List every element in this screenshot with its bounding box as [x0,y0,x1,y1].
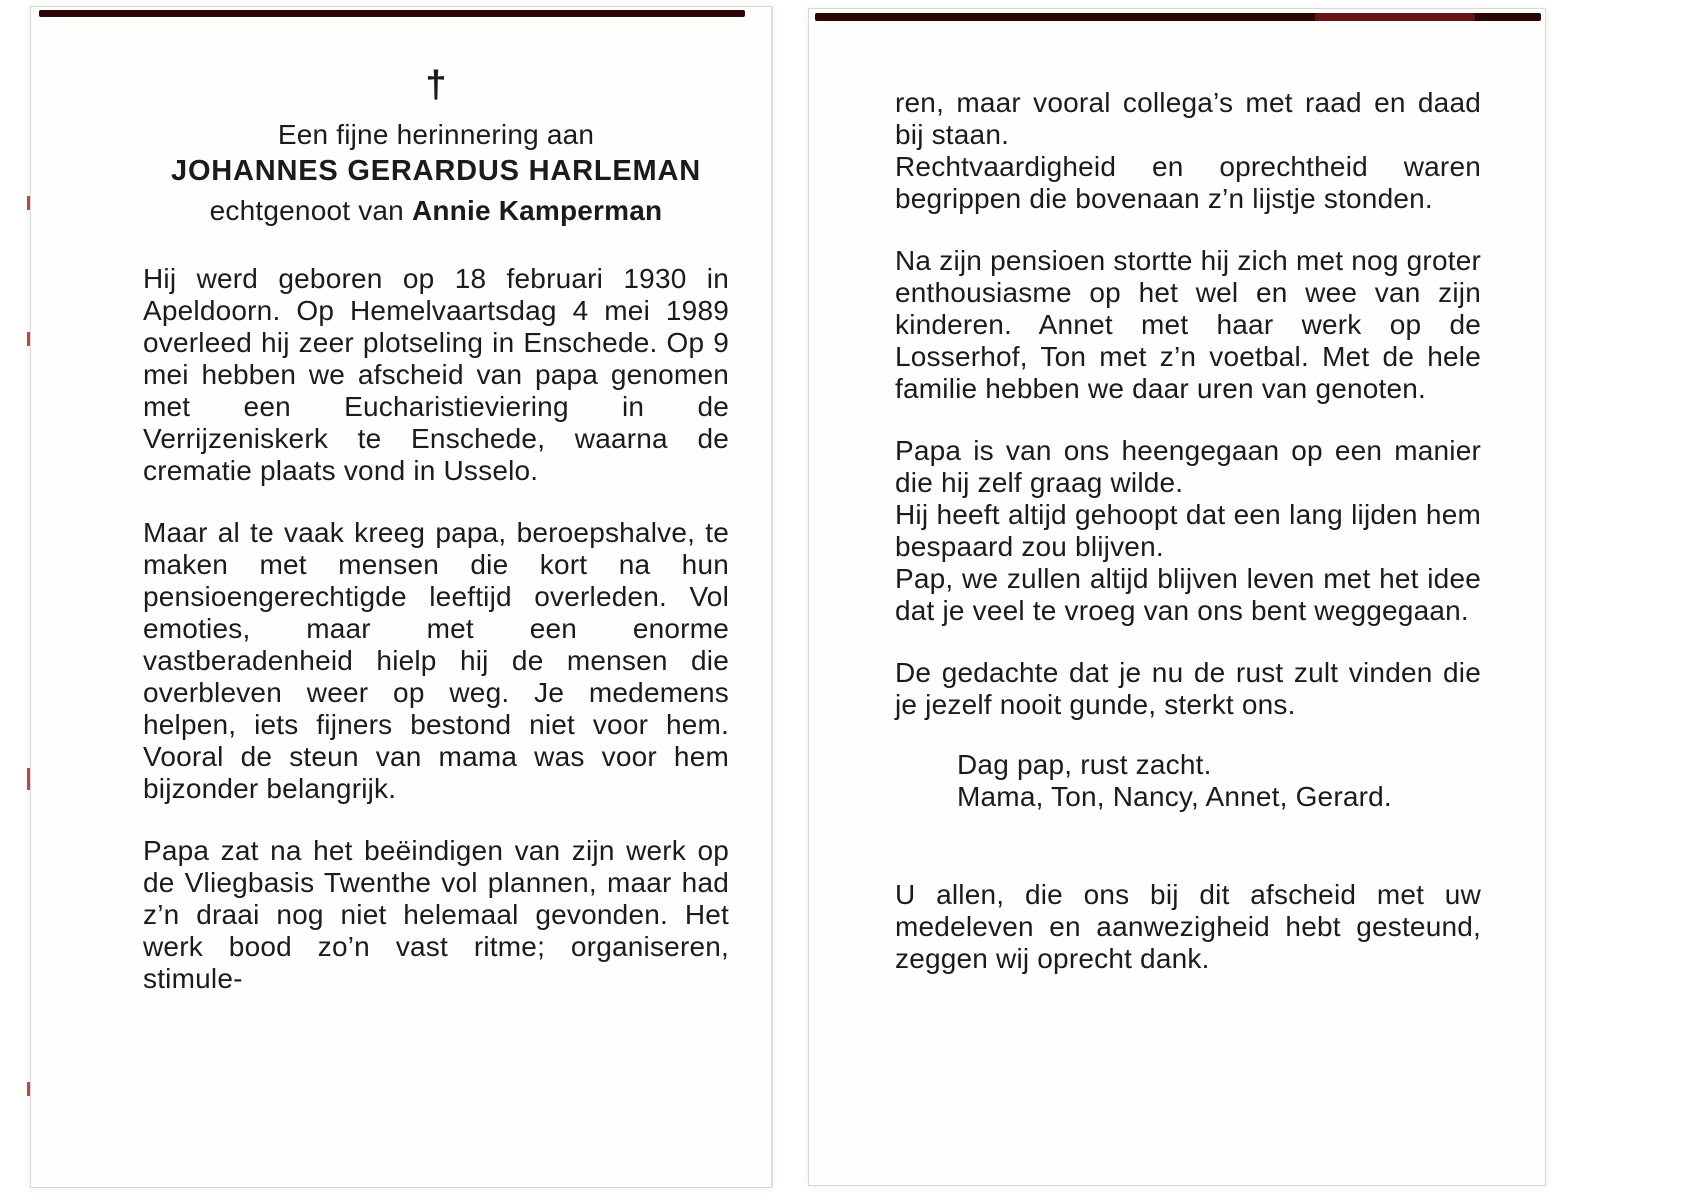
scan-artifact-edge-tick [27,196,30,210]
paragraph-rest: De gedachte dat je nu de rust zult vinden die je jezelf nooit gunde, sterkt ons. [895,657,1481,720]
spouse-line [143,195,729,227]
signoff-farewell: Dag pap, rust zacht. [957,749,1212,780]
scan-artifact-edge-tick [27,332,30,346]
signoff-block [895,749,1481,813]
paragraph-pension: Na zijn pensioen stortte hij zich met nog groter enthousiasme op het wel en wee van zijn kinderen. Annet met haar werk op de Losserhof, Ton met z’n voetbal. Met de hele familie hebben we daar uren van genoten. [895,245,1481,404]
spouse-prefix: echtgenoot van [209,195,412,226]
paragraph-values: Rechtvaardigheid en oprechtheid waren begrippen die bovenaan z’n lijstje stonden. [895,151,1481,214]
intro-line: Een fijne herinnering aan [277,119,595,150]
paragraph-passing-b: Hij heeft altijd gehoopt dat een lang lijden hem bespaard zou blijven. [895,499,1481,562]
left-page-content [143,7,729,1025]
paragraph-birth-death: Hij werd geboren op 18 februari 1930 in Apeldoorn. Op Hemelvaartsdag 4 mei 1989 overleed hij zeer plotseling in Enschede. Op 9 mei hebben we afscheid van papa genomen met een Eucharistieviering in de Verrijzeniskerk te Enschede, waarna de crematie plaats vond in Usselo. [143,263,729,486]
cross-symbol: † [425,64,447,106]
right-page [808,8,1546,1186]
right-page-content [895,9,1481,1005]
paragraph-passing-c: Pap, we zullen altijd blijven leven met het idee dat je veel te vroeg van ons bent weggegaan. [895,563,1481,626]
scan-artifact-fold-line [772,6,773,1188]
paragraph-passing-a: Papa is van ons heengegaan op een manier die hij zelf graag wilde. [895,435,1481,498]
paragraph-passing [895,435,1481,627]
left-page [30,6,772,1188]
paragraph-retirement: Papa zat na het beëindigen van zijn werk op de Vliegbasis Twenthe vol plannen, maar had z’n draai nog niet helemaal gevonden. Het werk bood zo’n vast ritme; organiseren, stimule- [143,835,729,994]
paragraph-profession: Maar al te vaak kreeg papa, beroepshalve, te maken met mensen die kort na hun pensioengerechtigde leeftijd overleden. Vol emoties, maar met een enorme vastberadenheid hielp hij de mensen die overbleven weer op weg. Je medemens helpen, iets fijners bestond niet voor hem. Vooral de steun van mama was voor hem bijzonder belangrijk. [143,517,729,804]
spouse-name: Annie Kamperman [411,195,663,226]
signoff-family-names: Mama, Ton, Nancy, Annet, Gerard. [957,781,1392,812]
paragraph-thanks: U allen, die ons bij dit afscheid met uw medeleven en aanwezigheid hebt gesteund, zeggen wij oprecht dank. [895,879,1481,974]
scan-artifact-edge-tick [27,768,30,790]
scan-artifact-edge-tick [27,1082,30,1096]
paragraph-colleagues [895,87,1481,215]
deceased-name: JOHANNES GERARDUS HARLEMAN [171,155,701,187]
paragraph-continuation: ren, maar vooral collega’s met raad en daad bij staan. [895,87,1481,150]
